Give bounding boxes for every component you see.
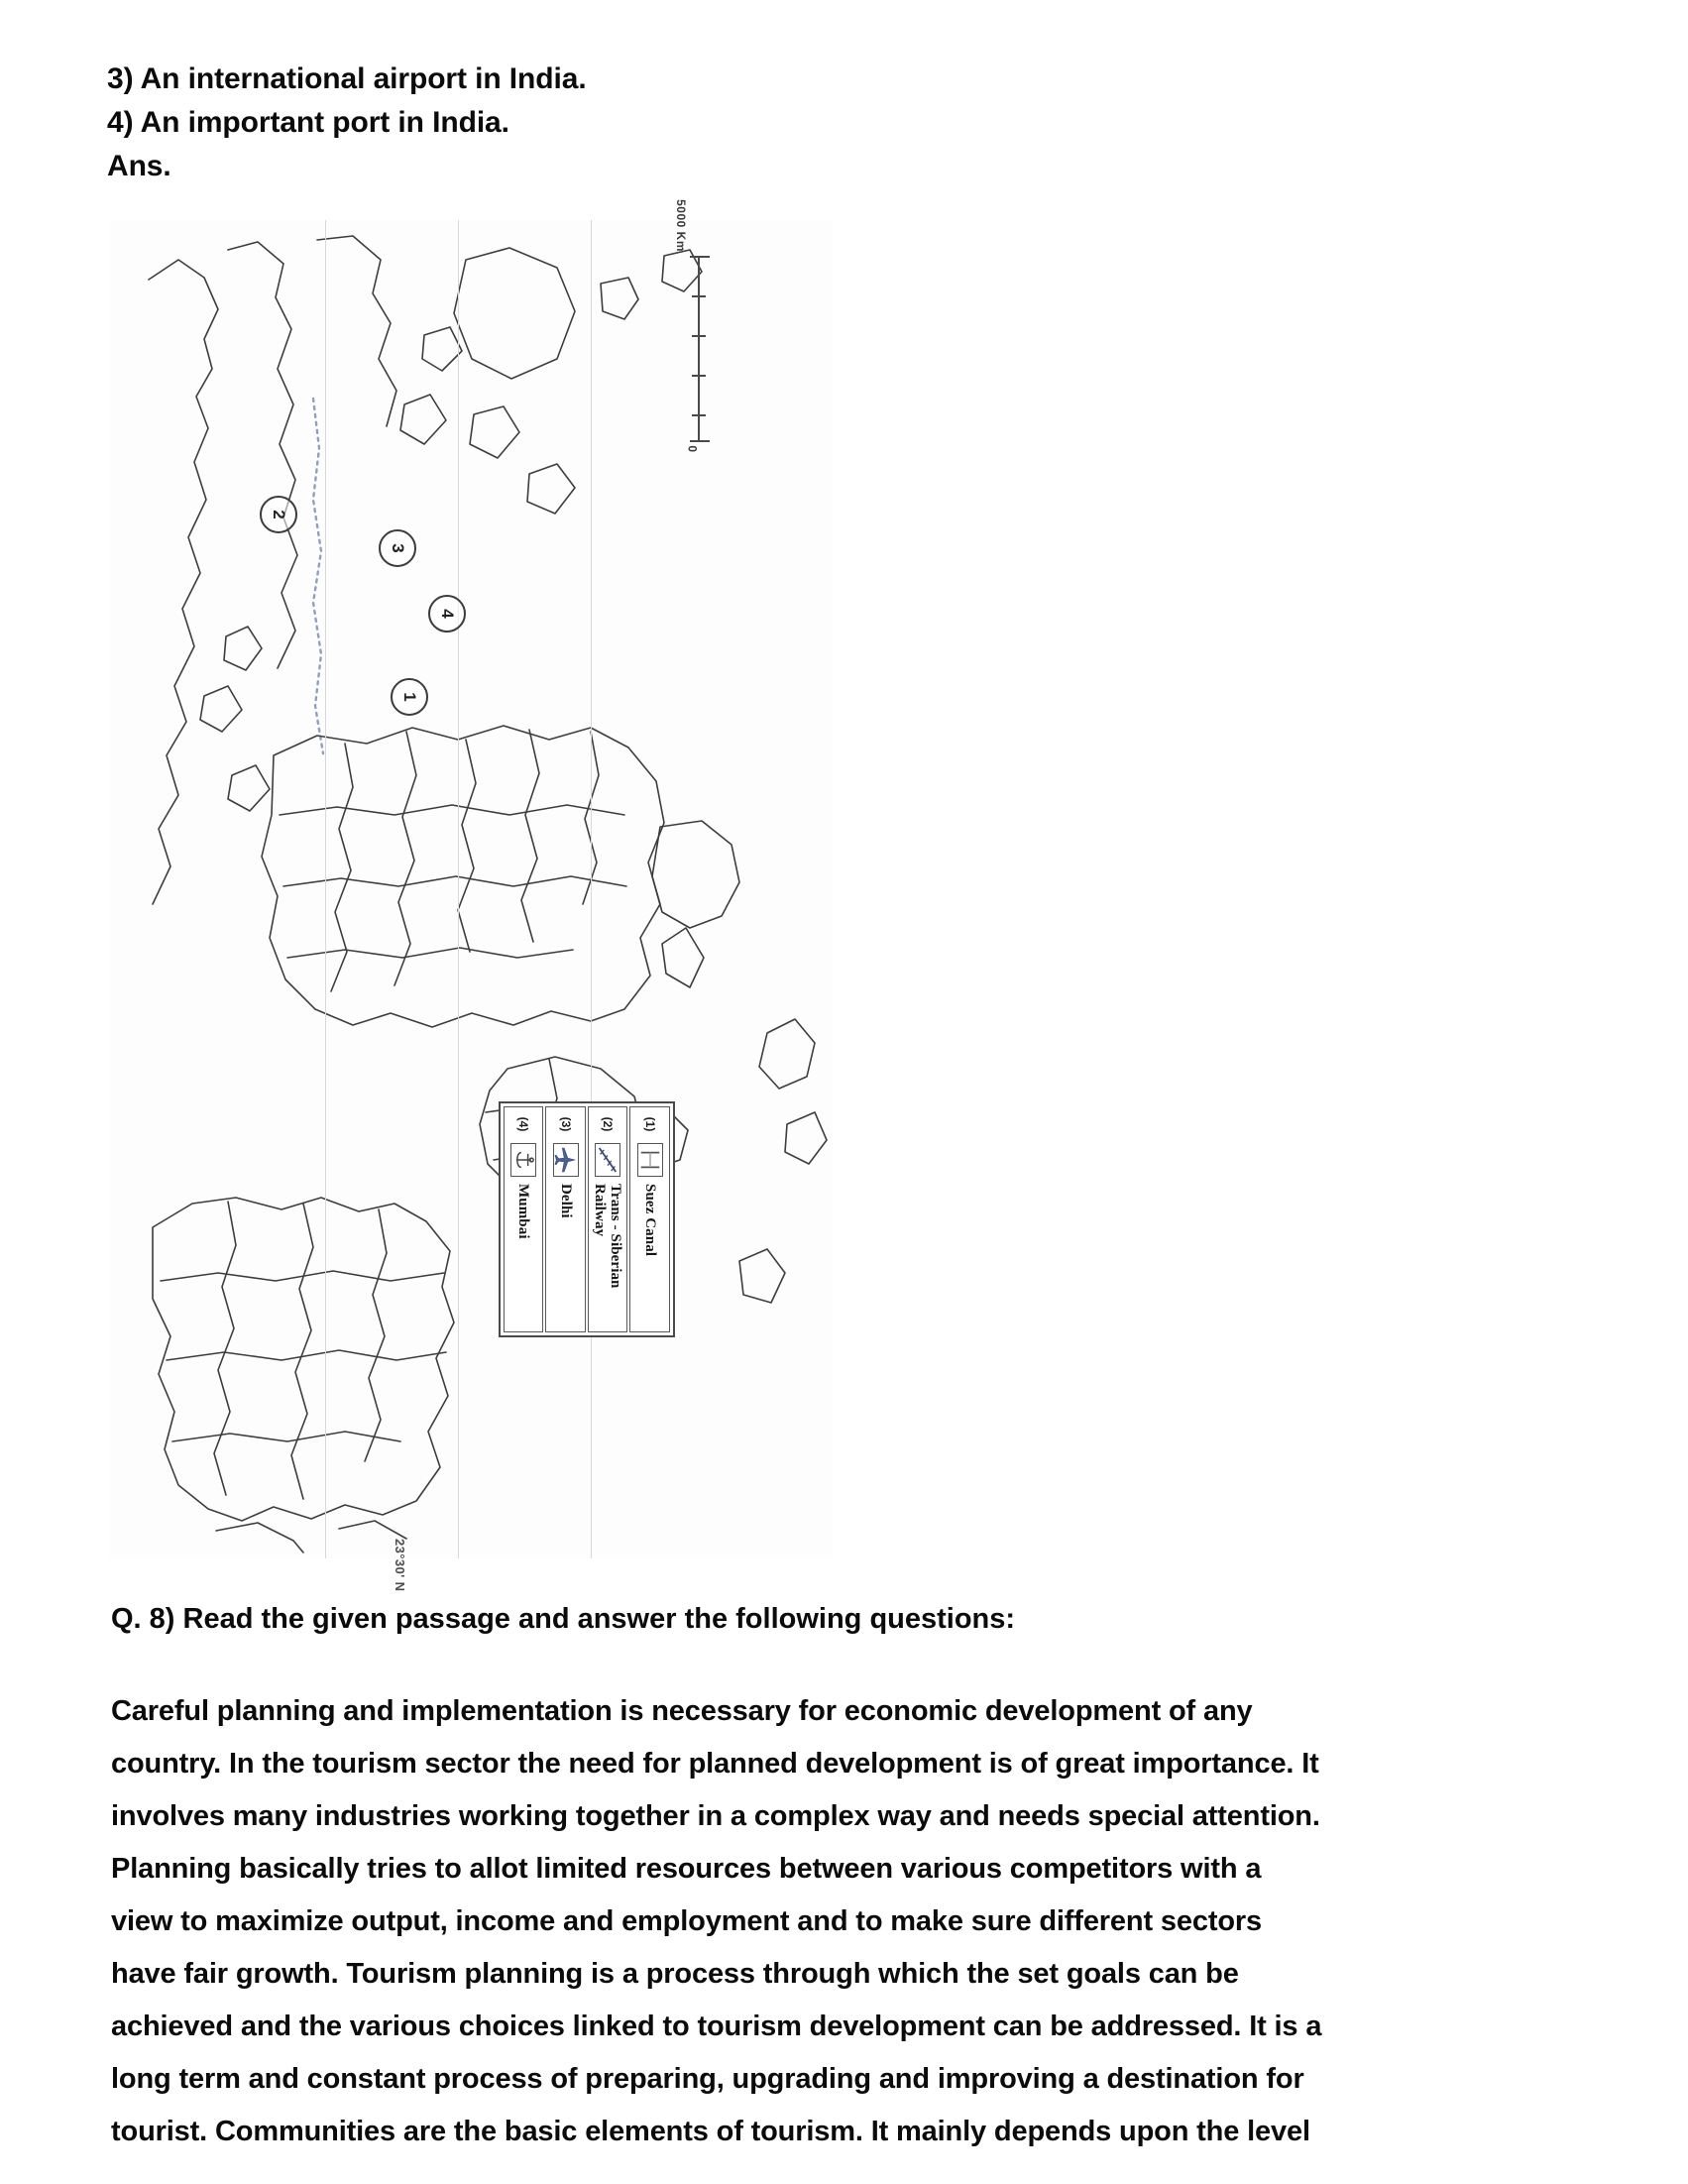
canal-symbol-icon (637, 1143, 663, 1177)
anchor-symbol-icon (510, 1143, 536, 1177)
passage-line: long term and constant process of preparing, upgrading and improving a destination for (111, 2063, 1304, 2095)
scale-zero-label: 0 (686, 445, 700, 452)
passage-line: Careful planning and implementation is necessary for economic development of any (111, 1695, 1253, 1727)
map-marker-3: 3 (379, 529, 416, 567)
railway-symbol-icon (595, 1143, 620, 1177)
airport-symbol-icon (553, 1143, 579, 1177)
map-meridian-line (591, 220, 592, 1558)
legend-item-mumbai (504, 1106, 544, 1332)
question-line-3: 3) An international airport in India. (107, 62, 587, 95)
legend-number: (4) (516, 1116, 531, 1132)
legend-number: (2) (601, 1116, 616, 1132)
passage-body (111, 1685, 1608, 2158)
scale-tick (692, 375, 706, 377)
legend-item-trans-siberian-railway (588, 1106, 628, 1332)
scale-tick (692, 414, 706, 416)
map-marker-1: 1 (391, 678, 428, 716)
map-outline-drawing (109, 220, 833, 1558)
scale-max-label: 5000 Km (674, 199, 688, 252)
scale-tick (692, 295, 706, 297)
answer-label: Ans. (107, 150, 171, 182)
legend-label: Trans - Siberian Railway (592, 1184, 624, 1289)
scale-cap-bottom (690, 440, 710, 442)
passage-line: achieved and the various choices linked to tourism development can be addressed. It is a (111, 2011, 1322, 2042)
map-marker-2: 2 (260, 496, 297, 533)
world-map-figure (109, 199, 833, 1592)
legend-label: Delhi (557, 1184, 574, 1218)
map-legend (498, 1100, 676, 1338)
map-scale-bar (654, 199, 714, 452)
question-list (107, 57, 1574, 188)
legend-number: (1) (642, 1116, 657, 1132)
legend-item-delhi (546, 1106, 587, 1332)
map-meridian-line (325, 220, 326, 1558)
passage-line: tourist. Communities are the basic elements of tourism. It mainly depends upon the level (111, 2116, 1310, 2147)
passage-line: view to maximize output, income and employment and to make sure different sectors (111, 1905, 1263, 1937)
passage-heading: Q. 8) Read the given passage and answer the following questions: (111, 1603, 1016, 1635)
scale-cap-top (690, 256, 710, 258)
passage-line: have fair growth. Tourism planning is a process through which the set goals can be (111, 1958, 1239, 1990)
passage-line: country. In the tourism sector the need for planned development is of great importance. It (111, 1748, 1319, 1780)
passage-line: involves many industries working together in a complex way and needs special attention. (111, 1800, 1320, 1832)
scale-tick (692, 335, 706, 337)
map-marker-4: 4 (428, 595, 466, 632)
question-line-4: 4) An important port in India. (107, 106, 509, 139)
legend-label: Suez Canal (641, 1184, 658, 1257)
legend-item-suez-canal (630, 1106, 671, 1332)
map-meridian-line (458, 220, 459, 1558)
legend-number: (3) (558, 1116, 573, 1132)
passage-line: Planning basically tries to allot limited resources between various competitors with a (111, 1853, 1262, 1885)
legend-label: Mumbai (515, 1184, 532, 1239)
latitude-label: 23°30' N (393, 1539, 407, 1592)
